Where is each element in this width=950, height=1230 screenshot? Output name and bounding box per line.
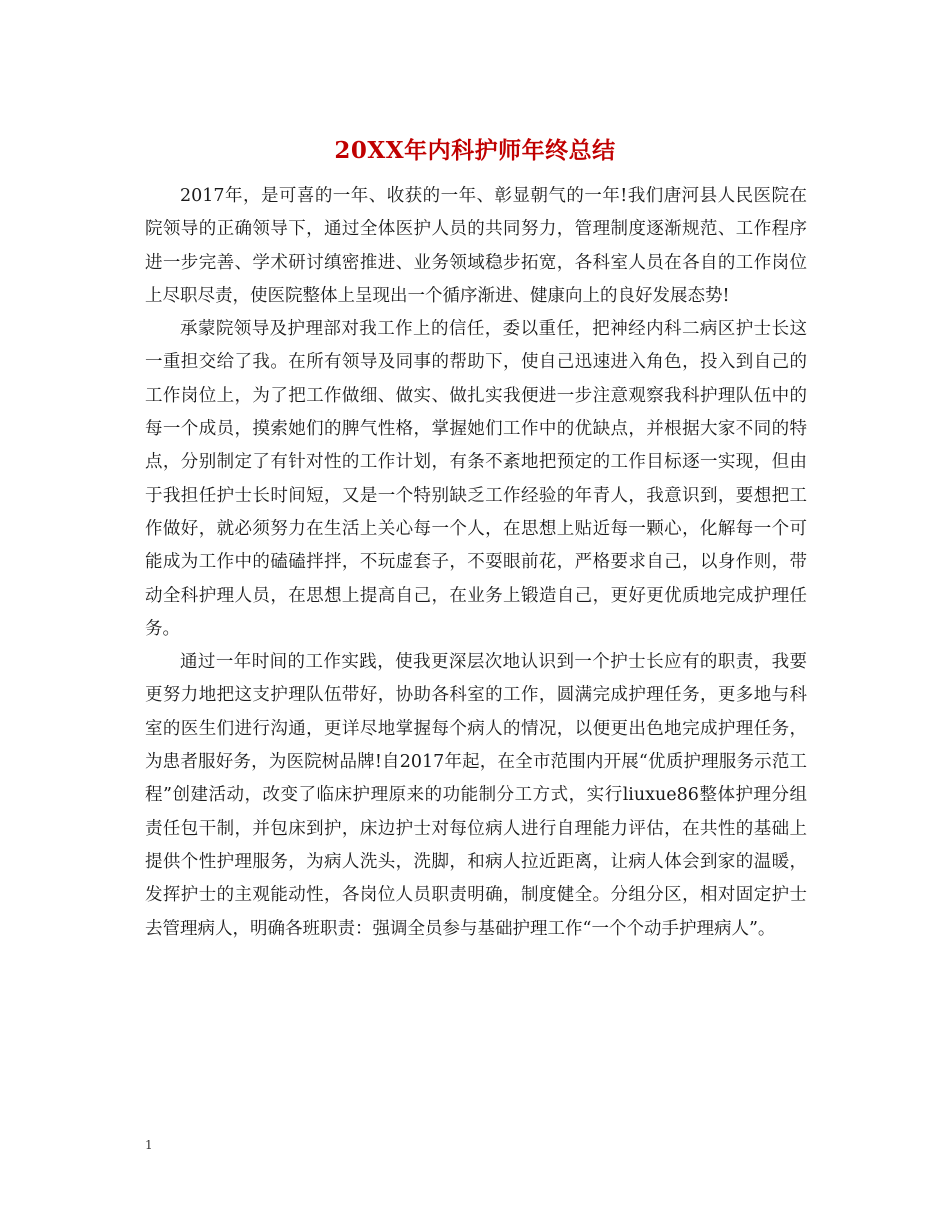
page-number: 1 xyxy=(145,1138,153,1152)
paragraph-2: 承蒙院领导及护理部对我工作上的信任，委以重任，把神经内科二病区护士长这一重担交给了我。在所有领导及同事的帮助下，使自己迅速进入角色，投入到自己的工作岗位上，为了把工作做细、做实、做扎实我便进一步注意观察我科护理队伍中的每一个成员，摸索她们的脾气性格，掌握她们工作中的优缺点，并根据大家不同的特点，分别制定了有针对性的工作计划，有条不紊地把预定的工作目标逐一实现，但由于我担任护士长时间短，又是一个特别缺乏工作经验的年青人，我意识到，要想把工作做好，就必须努力在生活上关心每一个人，在思想上贴近每一颗心，化解每一个可能成为工作中的磕磕拌拌，不玩虚套子，不耍眼前花，严格要求自己，以身作则，带动全科护理人员，在思想上提高自己，在业务上锻造自己，更好更优质地完成护理任务。 xyxy=(145,319,807,639)
paragraph-1: 2017年，是可喜的一年、收获的一年、彰显朝气的一年!我们唐河县人民医院在院领导的正确领导下，通过全体医护人员的共同努力，管理制度逐渐规范、工作程序进一步完善、学术研讨缜密推进、业务领域稳步拓宽，各科室人员在各自的工作岗位上尽职尽责，使医院整体上呈现出一个循序渐进、健康向上的良好发展态势! xyxy=(145,186,807,306)
document-title: 20XX年内科护师年终总结 xyxy=(334,137,616,164)
paragraph-3: 通过一年时间的工作实践，使我更深层次地认识到一个护士长应有的职责，我要更努力地把这支护理队伍带好，协助各科室的工作，圆满完成护理任务，更多地与科室的医生们进行沟通，更详尽地掌握每个病人的情况，以便更出色地完成护理任务，为患者服好务，为医院树品牌!自2017年起，在全市范围内开展“优质护理服务示范工程”创建活动，改变了临床护理原来的功能制分工方式，实行liuxue86整体护理分组责任包干制，并包床到护，床边护士对每位病人进行自理能力评估，在共性的基础上提供个性护理服务，为病人洗头，洗脚，和病人拉近距离，让病人体会到家的温暖，发挥护士的主观能动性，各岗位人员职责明确，制度健全。分组分区，相对固定护士去管理病人，明确各班职责：强调全员参与基础护理工作“一个个动手护理病人”。 xyxy=(145,652,807,939)
document-body xyxy=(145,180,807,946)
